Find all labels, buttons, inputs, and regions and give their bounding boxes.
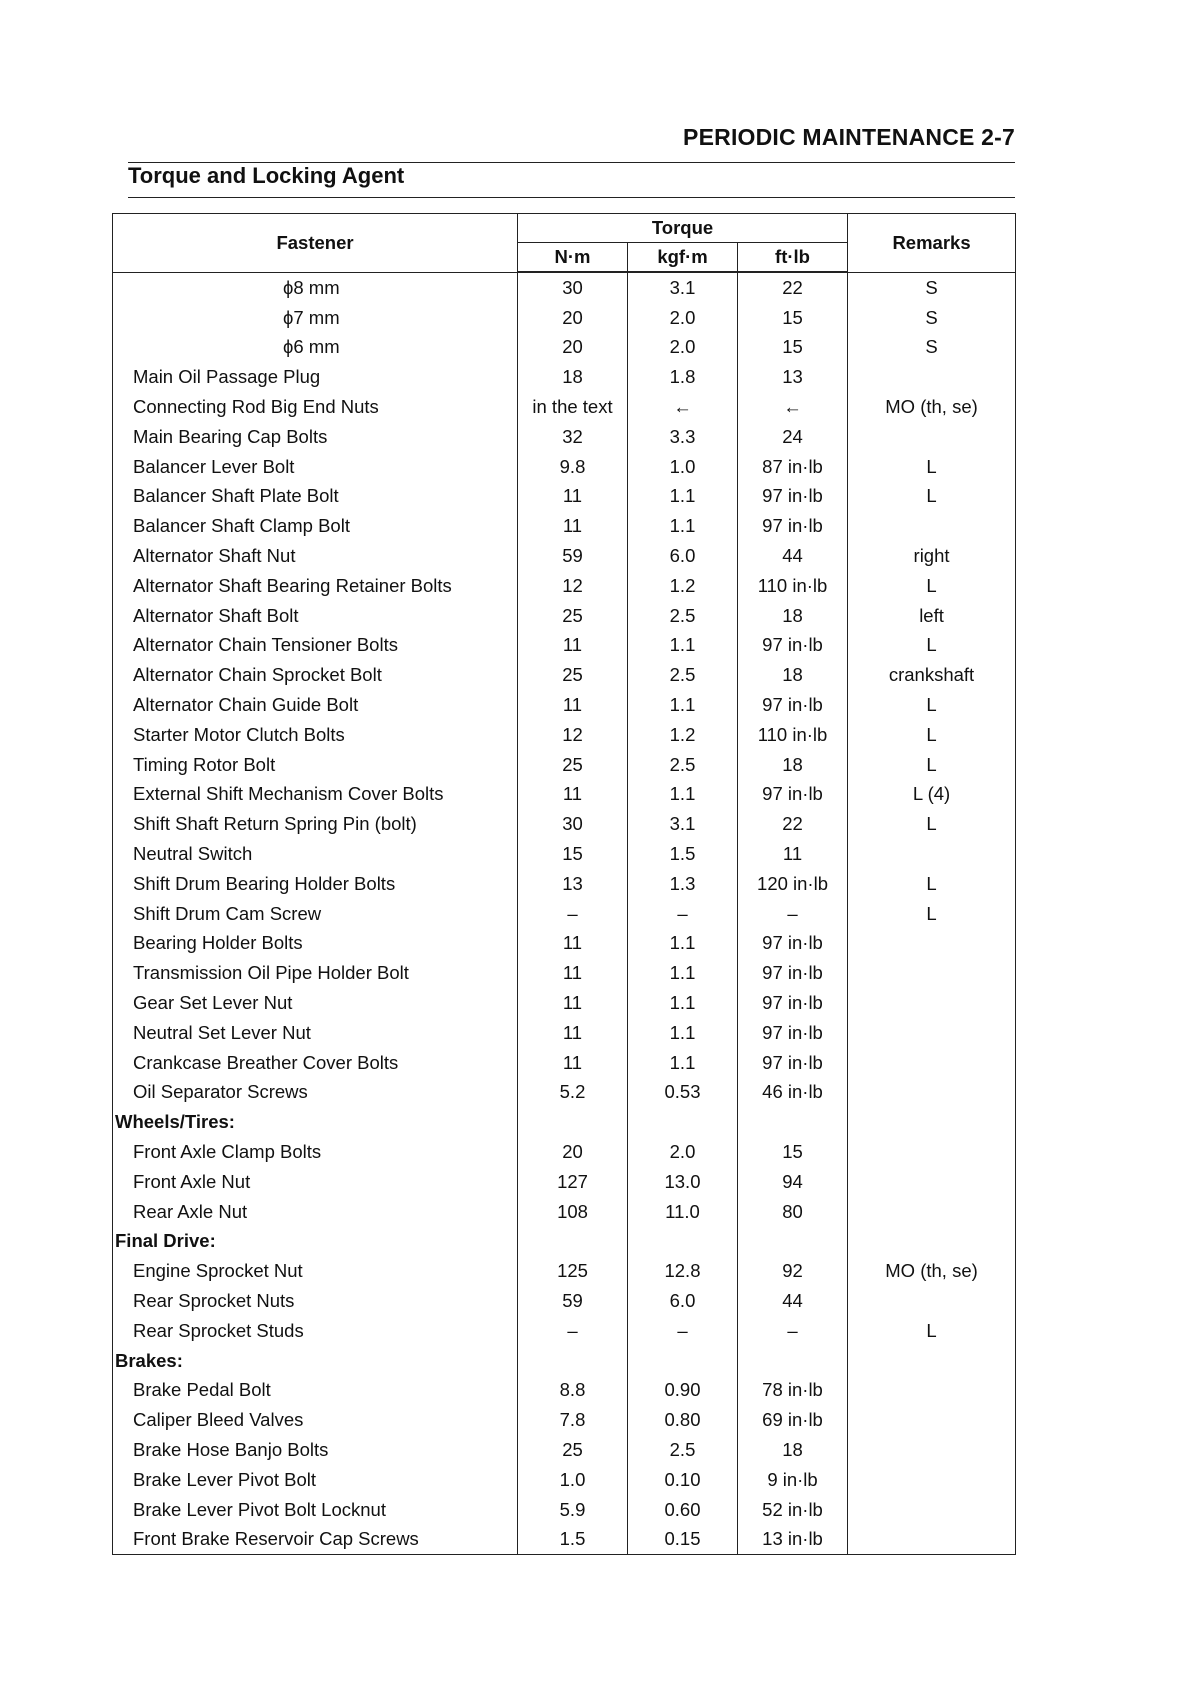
cell-ftlb: 97 in·lb bbox=[738, 1048, 848, 1078]
cell-remarks bbox=[848, 1137, 1016, 1167]
cell-nm: 11 bbox=[518, 929, 628, 959]
cell-kgfm: 1.1 bbox=[628, 780, 738, 810]
cell-ftlb: 92 bbox=[738, 1256, 848, 1286]
cell-kgfm bbox=[628, 1107, 738, 1137]
cell-nm: 8.8 bbox=[518, 1375, 628, 1405]
cell-nm bbox=[518, 1107, 628, 1137]
cell-nm bbox=[518, 1346, 628, 1376]
table-row bbox=[113, 631, 1016, 661]
cell-remarks: S bbox=[848, 303, 1016, 333]
table-row bbox=[113, 362, 1016, 392]
cell-ftlb bbox=[738, 1346, 848, 1376]
cell-kgfm: 2.5 bbox=[628, 750, 738, 780]
cell-remarks bbox=[848, 1078, 1016, 1108]
cell-kgfm: 3.1 bbox=[628, 272, 738, 303]
cell-nm: 9.8 bbox=[518, 452, 628, 482]
cell-kgfm: 2.0 bbox=[628, 303, 738, 333]
cell-ftlb: 97 in·lb bbox=[738, 958, 848, 988]
cell-nm: 25 bbox=[518, 750, 628, 780]
cell-ftlb: 15 bbox=[738, 303, 848, 333]
cell-fastener: Shift Drum Bearing Holder Bolts bbox=[113, 869, 518, 899]
cell-nm: 108 bbox=[518, 1197, 628, 1227]
table-row bbox=[113, 869, 1016, 899]
header-torque: Torque bbox=[518, 214, 848, 243]
cell-ftlb: 18 bbox=[738, 750, 848, 780]
cell-ftlb: 97 in·lb bbox=[738, 482, 848, 512]
cell-kgfm: 0.90 bbox=[628, 1375, 738, 1405]
cell-nm: 11 bbox=[518, 482, 628, 512]
cell-nm: – bbox=[518, 899, 628, 929]
page-header bbox=[128, 122, 1015, 163]
cell-nm: 127 bbox=[518, 1167, 628, 1197]
table-row bbox=[113, 333, 1016, 363]
cell-ftlb: 87 in·lb bbox=[738, 452, 848, 482]
cell-kgfm: 3.1 bbox=[628, 809, 738, 839]
cell-nm: 25 bbox=[518, 1435, 628, 1465]
cell-fastener: Connecting Rod Big End Nuts bbox=[113, 392, 518, 422]
cell-kgfm: 12.8 bbox=[628, 1256, 738, 1286]
cell-fastener: Front Axle Clamp Bolts bbox=[113, 1137, 518, 1167]
cell-remarks bbox=[848, 839, 1016, 869]
cell-kgfm: – bbox=[628, 1316, 738, 1346]
cell-remarks: right bbox=[848, 541, 1016, 571]
cell-nm: 125 bbox=[518, 1256, 628, 1286]
cell-kgfm: 1.1 bbox=[628, 631, 738, 661]
table-row bbox=[113, 601, 1016, 631]
cell-remarks bbox=[848, 958, 1016, 988]
cell-remarks: L bbox=[848, 452, 1016, 482]
cell-nm: 20 bbox=[518, 1137, 628, 1167]
cell-kgfm: 1.1 bbox=[628, 988, 738, 1018]
cell-nm: 18 bbox=[518, 362, 628, 392]
cell-ftlb: 97 in·lb bbox=[738, 780, 848, 810]
cell-remarks: L bbox=[848, 750, 1016, 780]
cell-kgfm: 1.1 bbox=[628, 690, 738, 720]
cell-fastener: Neutral Switch bbox=[113, 839, 518, 869]
cell-kgfm: 1.5 bbox=[628, 839, 738, 869]
cell-fastener: Shift Shaft Return Spring Pin (bolt) bbox=[113, 809, 518, 839]
cell-kgfm: 1.1 bbox=[628, 511, 738, 541]
cell-ftlb: 18 bbox=[738, 1435, 848, 1465]
header-kgfm: kgf·m bbox=[628, 243, 738, 273]
cell-kgfm: – bbox=[628, 899, 738, 929]
cell-kgfm: 1.1 bbox=[628, 958, 738, 988]
cell-remarks bbox=[848, 1227, 1016, 1257]
cell-kgfm: 13.0 bbox=[628, 1167, 738, 1197]
cell-remarks: MO (th, se) bbox=[848, 392, 1016, 422]
cell-ftlb: 97 in·lb bbox=[738, 511, 848, 541]
table-row bbox=[113, 660, 1016, 690]
header-remarks: Remarks bbox=[848, 214, 1016, 273]
section-row bbox=[113, 1346, 1016, 1376]
cell-nm: 1.5 bbox=[518, 1524, 628, 1554]
table-row bbox=[113, 1495, 1016, 1525]
cell-fastener: Final Drive: bbox=[113, 1227, 518, 1257]
cell-kgfm: 1.3 bbox=[628, 869, 738, 899]
cell-nm: 1.0 bbox=[518, 1465, 628, 1495]
cell-fastener: Wheels/Tires: bbox=[113, 1107, 518, 1137]
cell-kgfm bbox=[628, 1227, 738, 1257]
cell-remarks bbox=[848, 1405, 1016, 1435]
cell-fastener: Brakes: bbox=[113, 1346, 518, 1376]
cell-ftlb: 18 bbox=[738, 601, 848, 631]
cell-fastener: Brake Hose Banjo Bolts bbox=[113, 1435, 518, 1465]
table-row bbox=[113, 482, 1016, 512]
cell-kgfm: 2.5 bbox=[628, 1435, 738, 1465]
cell-remarks: L bbox=[848, 869, 1016, 899]
cell-fastener: Caliper Bleed Valves bbox=[113, 1405, 518, 1435]
cell-ftlb: 22 bbox=[738, 272, 848, 303]
cell-fastener: Alternator Chain Guide Bolt bbox=[113, 690, 518, 720]
cell-ftlb: 9 in·lb bbox=[738, 1465, 848, 1495]
cell-fastener: Main Bearing Cap Bolts bbox=[113, 422, 518, 452]
table-row bbox=[113, 1465, 1016, 1495]
cell-kgfm bbox=[628, 1346, 738, 1376]
cell-nm: 30 bbox=[518, 272, 628, 303]
cell-fastener: Shift Drum Cam Screw bbox=[113, 899, 518, 929]
cell-ftlb bbox=[738, 1107, 848, 1137]
cell-fastener: Brake Pedal Bolt bbox=[113, 1375, 518, 1405]
cell-ftlb: 24 bbox=[738, 422, 848, 452]
cell-fastener: Rear Sprocket Studs bbox=[113, 1316, 518, 1346]
cell-nm: in the text bbox=[518, 392, 628, 422]
cell-nm: 15 bbox=[518, 839, 628, 869]
cell-fastener: Brake Lever Pivot Bolt Locknut bbox=[113, 1495, 518, 1525]
cell-remarks bbox=[848, 1107, 1016, 1137]
cell-remarks bbox=[848, 422, 1016, 452]
cell-fastener: Front Brake Reservoir Cap Screws bbox=[113, 1524, 518, 1554]
cell-nm: 11 bbox=[518, 1048, 628, 1078]
cell-ftlb: 97 in·lb bbox=[738, 988, 848, 1018]
cell-fastener: Oil Separator Screws bbox=[113, 1078, 518, 1108]
cell-ftlb: 97 in·lb bbox=[738, 631, 848, 661]
cell-remarks bbox=[848, 1465, 1016, 1495]
cell-nm bbox=[518, 1227, 628, 1257]
cell-fastener: Gear Set Lever Nut bbox=[113, 988, 518, 1018]
table-row bbox=[113, 988, 1016, 1018]
section-header bbox=[128, 163, 1015, 198]
cell-fastener: Transmission Oil Pipe Holder Bolt bbox=[113, 958, 518, 988]
section-row bbox=[113, 1107, 1016, 1137]
cell-ftlb: 97 in·lb bbox=[738, 929, 848, 959]
cell-remarks: L bbox=[848, 1316, 1016, 1346]
cell-remarks: MO (th, se) bbox=[848, 1256, 1016, 1286]
cell-remarks: L bbox=[848, 631, 1016, 661]
cell-fastener: Alternator Shaft Bearing Retainer Bolts bbox=[113, 571, 518, 601]
cell-kgfm: 0.60 bbox=[628, 1495, 738, 1525]
cell-ftlb: – bbox=[738, 899, 848, 929]
cell-remarks bbox=[848, 511, 1016, 541]
cell-remarks: L bbox=[848, 720, 1016, 750]
cell-fastener: Alternator Chain Sprocket Bolt bbox=[113, 660, 518, 690]
cell-ftlb: 78 in·lb bbox=[738, 1375, 848, 1405]
table-row bbox=[113, 929, 1016, 959]
cell-remarks bbox=[848, 1524, 1016, 1554]
cell-kgfm: 1.1 bbox=[628, 1048, 738, 1078]
cell-nm: 11 bbox=[518, 1018, 628, 1048]
table-row bbox=[113, 422, 1016, 452]
cell-fastener: ϕ8 mm bbox=[113, 272, 518, 303]
cell-nm: 30 bbox=[518, 809, 628, 839]
cell-remarks bbox=[848, 1346, 1016, 1376]
cell-remarks: L bbox=[848, 809, 1016, 839]
cell-kgfm: 1.1 bbox=[628, 482, 738, 512]
cell-nm: 7.8 bbox=[518, 1405, 628, 1435]
table-row bbox=[113, 839, 1016, 869]
cell-kgfm: 2.0 bbox=[628, 333, 738, 363]
cell-fastener: Rear Axle Nut bbox=[113, 1197, 518, 1227]
cell-fastener: ϕ7 mm bbox=[113, 303, 518, 333]
header-fastener: Fastener bbox=[113, 214, 518, 273]
cell-ftlb: 22 bbox=[738, 809, 848, 839]
table-row bbox=[113, 1256, 1016, 1286]
cell-kgfm: 3.3 bbox=[628, 422, 738, 452]
cell-kgfm: 1.2 bbox=[628, 571, 738, 601]
cell-ftlb: 80 bbox=[738, 1197, 848, 1227]
cell-remarks bbox=[848, 1048, 1016, 1078]
cell-remarks: L (4) bbox=[848, 780, 1016, 810]
cell-kgfm: 6.0 bbox=[628, 541, 738, 571]
table-row bbox=[113, 958, 1016, 988]
cell-kgfm: 1.8 bbox=[628, 362, 738, 392]
cell-remarks: left bbox=[848, 601, 1016, 631]
cell-remarks: crankshaft bbox=[848, 660, 1016, 690]
table-row bbox=[113, 809, 1016, 839]
cell-ftlb: 110 in·lb bbox=[738, 571, 848, 601]
cell-nm: 59 bbox=[518, 1286, 628, 1316]
cell-ftlb: 11 bbox=[738, 839, 848, 869]
table-row bbox=[113, 571, 1016, 601]
cell-ftlb: 15 bbox=[738, 333, 848, 363]
table-row bbox=[113, 392, 1016, 422]
cell-ftlb: 97 in·lb bbox=[738, 1018, 848, 1048]
cell-ftlb: ← bbox=[738, 392, 848, 422]
cell-nm: 25 bbox=[518, 660, 628, 690]
cell-fastener: ϕ6 mm bbox=[113, 333, 518, 363]
table-row bbox=[113, 1137, 1016, 1167]
table-row bbox=[113, 1375, 1016, 1405]
cell-kgfm: 0.10 bbox=[628, 1465, 738, 1495]
torque-table bbox=[112, 213, 1016, 1555]
cell-fastener: Main Oil Passage Plug bbox=[113, 362, 518, 392]
cell-fastener: Balancer Shaft Plate Bolt bbox=[113, 482, 518, 512]
cell-nm: 11 bbox=[518, 511, 628, 541]
cell-fastener: Timing Rotor Bolt bbox=[113, 750, 518, 780]
section-row bbox=[113, 1227, 1016, 1257]
cell-fastener: Alternator Chain Tensioner Bolts bbox=[113, 631, 518, 661]
cell-fastener: Brake Lever Pivot Bolt bbox=[113, 1465, 518, 1495]
cell-remarks: L bbox=[848, 899, 1016, 929]
cell-ftlb: 52 in·lb bbox=[738, 1495, 848, 1525]
table-row bbox=[113, 690, 1016, 720]
cell-fastener: Rear Sprocket Nuts bbox=[113, 1286, 518, 1316]
cell-ftlb: 44 bbox=[738, 541, 848, 571]
cell-ftlb: 120 in·lb bbox=[738, 869, 848, 899]
cell-ftlb bbox=[738, 1227, 848, 1257]
table-row bbox=[113, 750, 1016, 780]
cell-kgfm: 6.0 bbox=[628, 1286, 738, 1316]
cell-kgfm: 1.0 bbox=[628, 452, 738, 482]
cell-nm: 5.2 bbox=[518, 1078, 628, 1108]
cell-fastener: Balancer Lever Bolt bbox=[113, 452, 518, 482]
cell-remarks bbox=[848, 1018, 1016, 1048]
cell-fastener: Alternator Shaft Nut bbox=[113, 541, 518, 571]
torque-table-body bbox=[113, 272, 1016, 1555]
table-row bbox=[113, 1316, 1016, 1346]
table-row bbox=[113, 272, 1016, 303]
cell-nm: 11 bbox=[518, 780, 628, 810]
cell-nm: 12 bbox=[518, 571, 628, 601]
cell-remarks bbox=[848, 1495, 1016, 1525]
cell-nm: 20 bbox=[518, 303, 628, 333]
table-row bbox=[113, 511, 1016, 541]
cell-nm: 32 bbox=[518, 422, 628, 452]
cell-remarks: S bbox=[848, 272, 1016, 303]
cell-remarks: L bbox=[848, 571, 1016, 601]
cell-fastener: Front Axle Nut bbox=[113, 1167, 518, 1197]
table-row bbox=[113, 303, 1016, 333]
table-row bbox=[113, 1405, 1016, 1435]
cell-nm: 11 bbox=[518, 958, 628, 988]
cell-nm: 13 bbox=[518, 869, 628, 899]
section-title: Torque and Locking Agent bbox=[128, 163, 405, 188]
page-title: PERIODIC MAINTENANCE 2-7 bbox=[683, 124, 1015, 150]
table-row bbox=[113, 1197, 1016, 1227]
cell-ftlb: 46 in·lb bbox=[738, 1078, 848, 1108]
header-nm: N·m bbox=[518, 243, 628, 273]
cell-kgfm: 1.1 bbox=[628, 1018, 738, 1048]
cell-kgfm: 1.1 bbox=[628, 929, 738, 959]
cell-remarks: S bbox=[848, 333, 1016, 363]
cell-nm: 11 bbox=[518, 988, 628, 1018]
cell-ftlb: – bbox=[738, 1316, 848, 1346]
cell-ftlb: 97 in·lb bbox=[738, 690, 848, 720]
cell-fastener: Balancer Shaft Clamp Bolt bbox=[113, 511, 518, 541]
cell-fastener: Neutral Set Lever Nut bbox=[113, 1018, 518, 1048]
cell-nm: 5.9 bbox=[518, 1495, 628, 1525]
table-row bbox=[113, 1435, 1016, 1465]
cell-kgfm: 1.2 bbox=[628, 720, 738, 750]
cell-ftlb: 94 bbox=[738, 1167, 848, 1197]
cell-fastener: Bearing Holder Bolts bbox=[113, 929, 518, 959]
cell-remarks bbox=[848, 1286, 1016, 1316]
table-row bbox=[113, 720, 1016, 750]
cell-remarks: L bbox=[848, 690, 1016, 720]
table-row bbox=[113, 541, 1016, 571]
table-row bbox=[113, 899, 1016, 929]
table-row bbox=[113, 1078, 1016, 1108]
cell-remarks bbox=[848, 362, 1016, 392]
cell-kgfm: 0.80 bbox=[628, 1405, 738, 1435]
cell-fastener: Crankcase Breather Cover Bolts bbox=[113, 1048, 518, 1078]
cell-nm: 11 bbox=[518, 631, 628, 661]
cell-kgfm: 11.0 bbox=[628, 1197, 738, 1227]
cell-remarks bbox=[848, 1375, 1016, 1405]
cell-nm: 20 bbox=[518, 333, 628, 363]
cell-fastener: External Shift Mechanism Cover Bolts bbox=[113, 780, 518, 810]
cell-fastener: Starter Motor Clutch Bolts bbox=[113, 720, 518, 750]
cell-kgfm: 2.5 bbox=[628, 660, 738, 690]
cell-remarks bbox=[848, 1197, 1016, 1227]
cell-nm: 59 bbox=[518, 541, 628, 571]
cell-ftlb: 15 bbox=[738, 1137, 848, 1167]
cell-nm: – bbox=[518, 1316, 628, 1346]
cell-kgfm: ← bbox=[628, 392, 738, 422]
cell-nm: 12 bbox=[518, 720, 628, 750]
cell-nm: 11 bbox=[518, 690, 628, 720]
cell-remarks bbox=[848, 1435, 1016, 1465]
cell-ftlb: 69 in·lb bbox=[738, 1405, 848, 1435]
cell-ftlb: 13 bbox=[738, 362, 848, 392]
cell-kgfm: 0.15 bbox=[628, 1524, 738, 1554]
cell-ftlb: 13 in·lb bbox=[738, 1524, 848, 1554]
table-row bbox=[113, 1167, 1016, 1197]
cell-remarks bbox=[848, 929, 1016, 959]
table-row bbox=[113, 1018, 1016, 1048]
table-row bbox=[113, 1286, 1016, 1316]
cell-fastener: Engine Sprocket Nut bbox=[113, 1256, 518, 1286]
table-row bbox=[113, 1524, 1016, 1554]
cell-ftlb: 18 bbox=[738, 660, 848, 690]
cell-kgfm: 2.0 bbox=[628, 1137, 738, 1167]
table-row bbox=[113, 1048, 1016, 1078]
cell-kgfm: 0.53 bbox=[628, 1078, 738, 1108]
cell-ftlb: 44 bbox=[738, 1286, 848, 1316]
cell-remarks bbox=[848, 1167, 1016, 1197]
cell-remarks: L bbox=[848, 482, 1016, 512]
cell-remarks bbox=[848, 988, 1016, 1018]
cell-kgfm: 2.5 bbox=[628, 601, 738, 631]
cell-fastener: Alternator Shaft Bolt bbox=[113, 601, 518, 631]
cell-ftlb: 110 in·lb bbox=[738, 720, 848, 750]
table-row bbox=[113, 452, 1016, 482]
header-ftlb: ft·lb bbox=[738, 243, 848, 273]
table-row bbox=[113, 780, 1016, 810]
cell-nm: 25 bbox=[518, 601, 628, 631]
